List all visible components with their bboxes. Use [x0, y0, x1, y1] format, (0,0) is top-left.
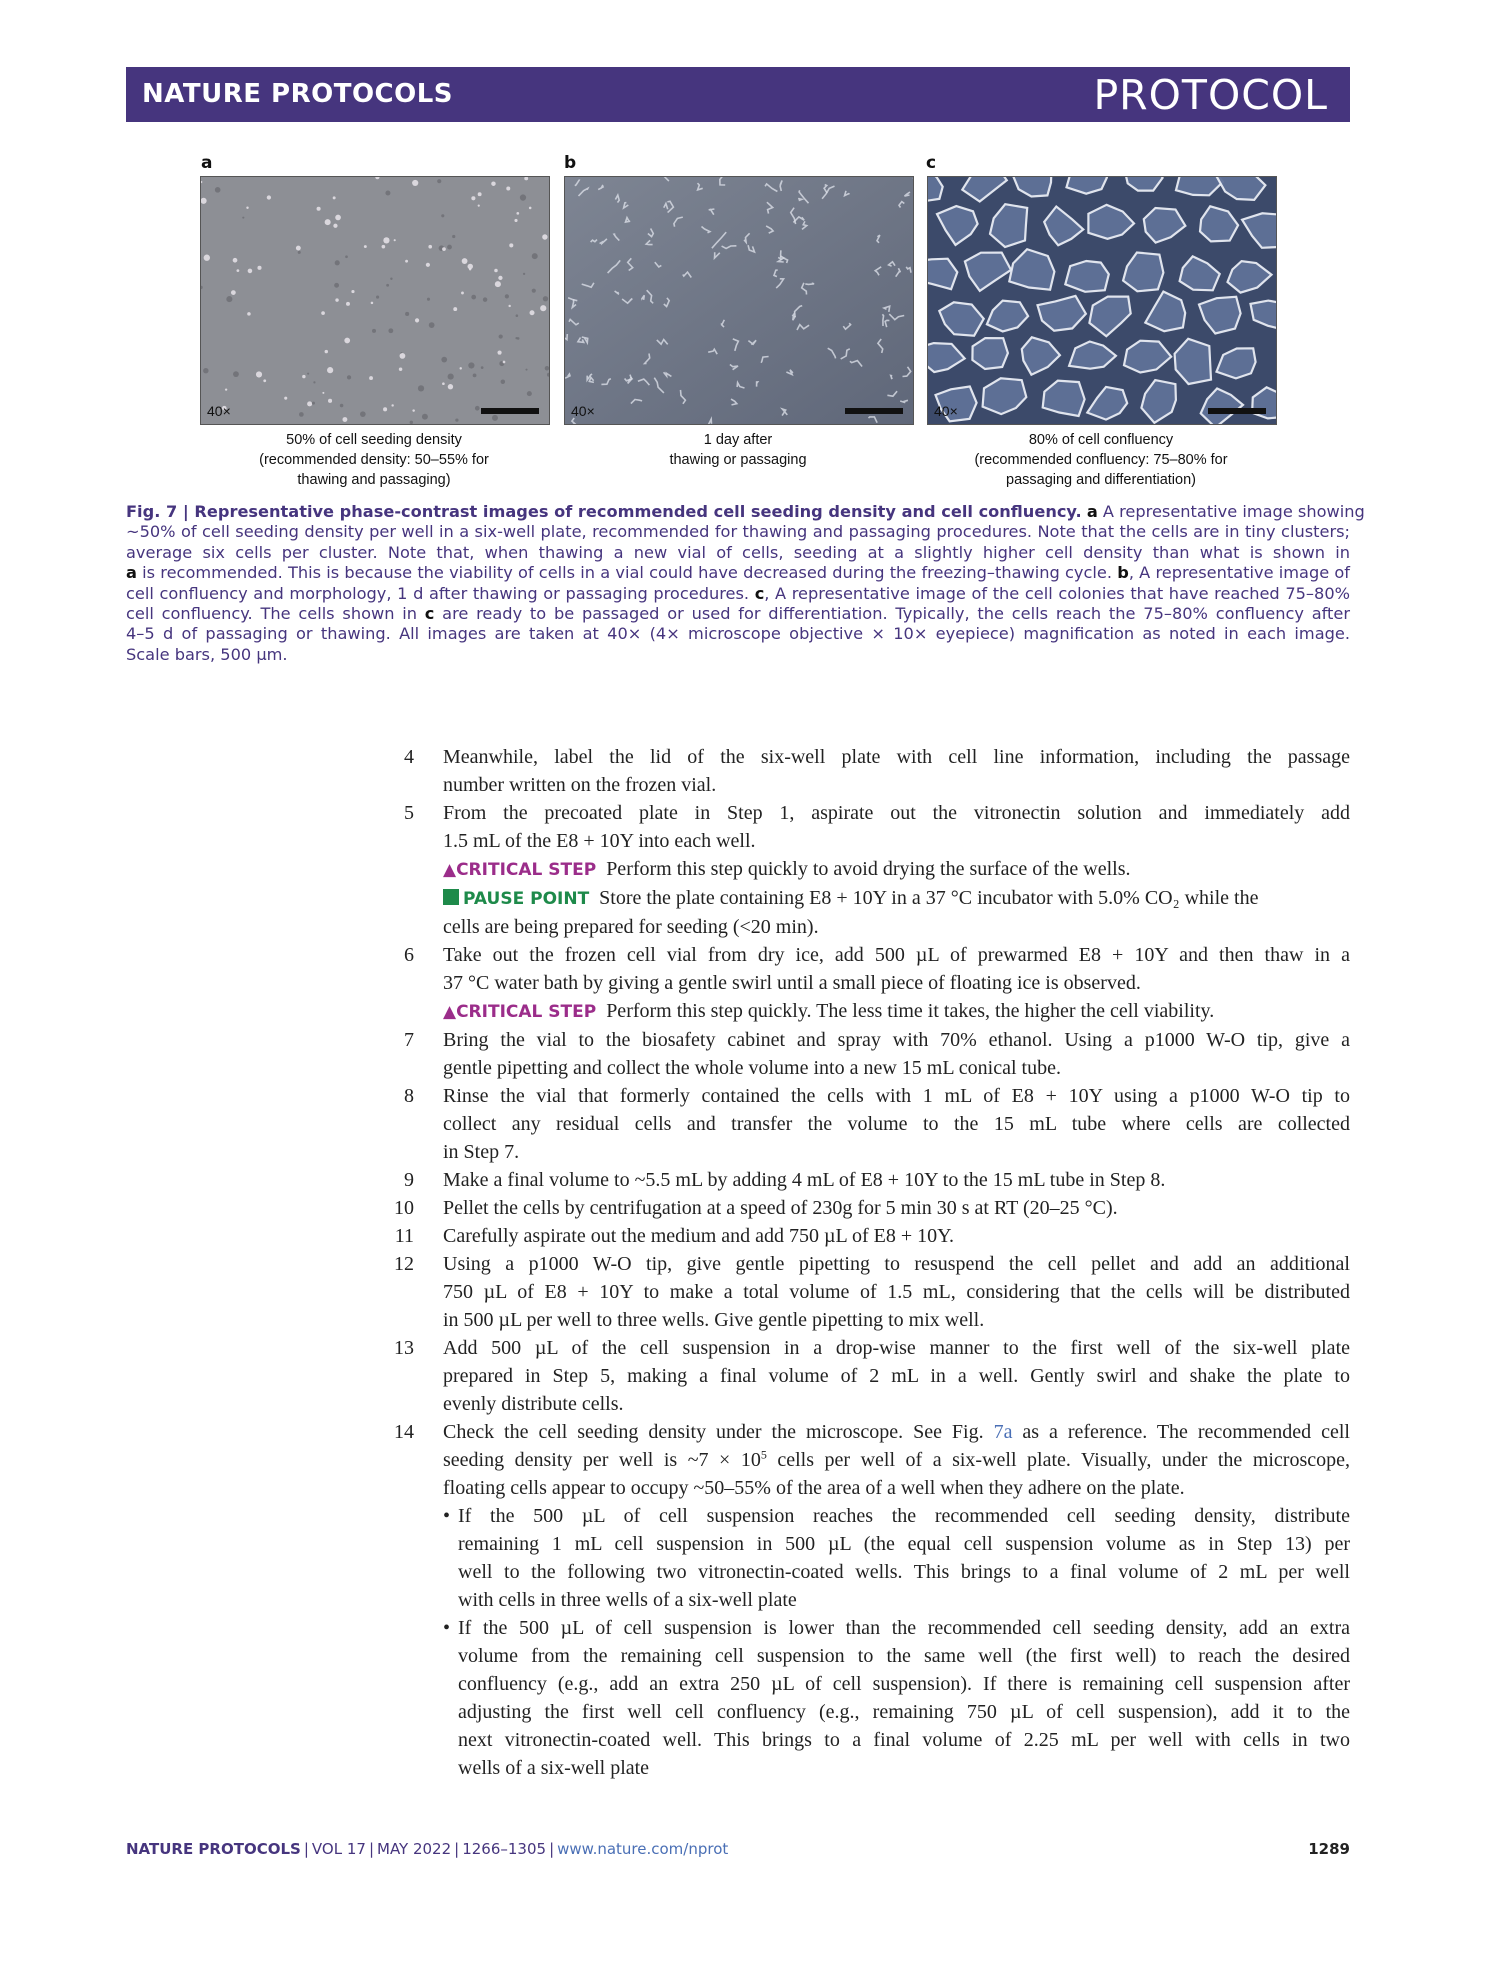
step-11: 11 Carefully aspirate out the medium and add 750 µL of E8 + 10Y. [392, 1222, 1350, 1250]
panel-letter-b: b [564, 153, 577, 173]
panel-letter-a: a [201, 153, 213, 173]
micrograph-c-image [928, 177, 1276, 424]
step-number: 9 [404, 1169, 414, 1191]
journal-header-bar [126, 67, 1350, 122]
article-type: PROTOCOL [1093, 71, 1328, 119]
panel-letter-c: c [926, 153, 937, 173]
micrograph-b-image [565, 177, 913, 424]
panel-caption-a: 50% of cell seeding density (recommended density: 50–55% for thawing and passaging) [259, 432, 489, 488]
step-number: 6 [404, 944, 414, 966]
step-5: 5 From the precoated plate in Step 1, aspirate out the vitronectin solution and immediately add 1.5 mL of the E8 + 10Y into each well. ▲CRITICAL STEP Perform this step quickly to avoid drying the surface of the wells. PAUSE POINT Store the plate containing E8 + 10Y in a 37 °C incubator with 5.0% CO₂ while the cells are being prepared for seeding (<20 min). [392, 799, 1350, 941]
journal-name: NATURE PROTOCOLS [142, 79, 454, 109]
pause-point-icon [443, 889, 459, 905]
step-7: 7 Bring the vial to the biosafety cabinet and spray with 70% ethanol. Using a p1000 W-O tip, give a gentle pipetting and collect the whole volume into a new 15 mL conical tube. [392, 1026, 1350, 1082]
panel-caption-c: 80% of cell confluency (recommended confluency: 75–80% for passaging and differentiation) [974, 432, 1228, 488]
page-number: 1289 [1308, 1840, 1350, 1858]
magnification-label-a: 40× [207, 403, 231, 419]
critical-step-label: ▲CRITICAL STEP [443, 860, 597, 880]
step-number: 7 [404, 1029, 414, 1051]
step-13: 13 Add 500 µL of the cell suspension in a drop-wise manner to the first well of the six-well plate prepared in Step 5, making a final volume of 2 mL in a well. Gently swirl and shake the plate to evenly distribute cells. [392, 1334, 1350, 1418]
critical-step-note: ▲CRITICAL STEP Perform this step quickly. The less time it takes, the higher the cell viability. [443, 1000, 1215, 1022]
micrograph-b [564, 176, 914, 425]
step-8: 8 Rinse the vial that formerly contained the cells with 1 mL of E8 + 10Y using a p1000 W-O tip to collect any residual cells and transfer the volume to the 15 mL tube where cells are collected in Step 7. [392, 1082, 1350, 1166]
figure-legend: Fig. 7 | Representative phase-contrast images of recommended cell seeding density and cell confluency. a A representative image showing ~50% of cell seeding density per well in a six-well plate, recommended for thawing and passaging procedures. Note that the cells are in tiny clusters; average six cells per cluster. Note that, when thawing a new vial of cells, seeding at a slightly higher cell density than what is shown in a is recommended. This is because the viability of cells in a vial could have decreased during the freezing–thawing cycle. b, A representative image of cell confluency and morphology, 1 d after thawing or passaging procedures. c, A representative image of the cell colonies that have reached 75–80% cell confluency. The cells shown in c are ready to be passaged or used for differentiation. Typically, the cells reach the 75–80% confluency after 4–5 d of passaging or thawing. All images are taken at 40× (4× microscope objective × 10× eyepiece) magnification as noted in each image. Scale bars, 500 µm. [126, 502, 1365, 664]
step-number: 13 [394, 1337, 414, 1359]
step-number: 10 [394, 1197, 414, 1219]
protocol-steps [392, 743, 1350, 1782]
step-number: 4 [404, 746, 414, 768]
micrograph-c [927, 176, 1277, 425]
footer-pages: 1266–1305 [462, 1840, 547, 1858]
step-number: 12 [394, 1253, 414, 1275]
step-number: 11 [394, 1225, 414, 1247]
footer-journal: NATURE PROTOCOLS [126, 1840, 301, 1858]
critical-step-label: ▲CRITICAL STEP [443, 1002, 597, 1022]
step-number: 14 [394, 1421, 414, 1443]
footer-url-link[interactable]: www.nature.com/nprot [557, 1840, 729, 1858]
bullet-icon: • [443, 1505, 451, 1527]
step-number: 5 [404, 802, 414, 824]
micrograph-a [200, 176, 550, 425]
bullet-item: • If the 500 µL of cell suspension is lower than the recommended cell seeding density, add an extra volume from the remaining cell suspension to the same well (the first well) to reach the desired confluency (e.g., add an extra 250 µL of cell suspension). If there is remaining cell suspension after adjusting the first well cell confluency (e.g., remaining 750 µL of cell suspension), add it to the next vitronectin-coated well. This brings to a final volume of 2.25 mL per well with cells in two wells of a six-well plate [443, 1614, 1350, 1782]
magnification-label-c: 40× [934, 403, 958, 419]
critical-step-note: ▲CRITICAL STEP Perform this step quickly to avoid drying the surface of the wells. [443, 858, 1131, 880]
step-number: 8 [404, 1085, 414, 1107]
step-6: 6 Take out the frozen cell vial from dry ice, add 500 µL of prewarmed E8 + 10Y and then thaw in a 37 °C water bath by giving a gentle swirl until a small piece of floating ice is observed. ▲CRITICAL STEP Perform this step quickly. The less time it takes, the higher the cell viability. [392, 941, 1350, 1026]
pause-point-label: PAUSE POINT [463, 889, 590, 909]
scale-bar-a [481, 408, 539, 414]
bullet-icon: • [443, 1617, 451, 1639]
step-14: 14 Check the cell seeding density under the microscope. See Fig. 7a as a reference. The recommended cell seeding density per well is ~7 × $10^5$ cells per well of a six-well plate. Visually, under the microscope, floating cells appear to occupy ~50–55% of the area of a well when they adhere on the plate. • If the 500 µL of cell suspension reaches the recommended cell seeding density, distribute remaining 1 mL cell suspension in 500 µL (the equal cell suspension volume as in Step 13) per well to the following two vitronectin-coated wells. This brings to a final volume of 2 mL per well with cells in three wells of a six-well plate • If the 500 µL of cell suspension is lower than the recommended cell seeding density, add an extra volume from the remaining cell suspension to the same well (the first well) to reach the desired confluency (e.g., add an extra 250 µL of cell suspension). If there is remaining cell suspension after adjusting the first well cell confluency (e.g., remaining 750 µL of cell suspension), add it to the next vitronectin-coated well. This brings to a final volume of 2.25 mL per well with cells in two wells of a six-well plate [392, 1418, 1350, 1782]
figure-7a-link[interactable]: 7a [993, 1421, 1013, 1443]
footer-date: MAY 2022 [377, 1840, 452, 1858]
micrograph-a-image [201, 177, 549, 424]
figure-label: Fig. 7 | Representative phase-contrast images of recommended cell seeding density and cell confluency. [126, 502, 1082, 521]
step-9: 9 Make a final volume to ~5.5 mL by adding 4 mL of E8 + 10Y to the 15 mL tube in Step 8. [392, 1166, 1350, 1194]
panel-caption-b: 1 day after thawing or passaging [669, 432, 807, 468]
pause-point-note: PAUSE POINT Store the plate containing E8 + 10Y in a 37 °C incubator with 5.0% CO₂ while the [443, 884, 1350, 913]
step-4: 4 Meanwhile, label the lid of the six-well plate with cell line information, including the passage number written on the frozen vial. [392, 743, 1350, 799]
bullet-item: • If the 500 µL of cell suspension reaches the recommended cell seeding density, distribute remaining 1 mL cell suspension in 500 µL (the equal cell suspension volume as in Step 13) per well to the following two vitronectin-coated wells. This brings to a final volume of 2 mL per well with cells in three wells of a six-well plate [443, 1502, 1350, 1614]
step-10: 10 Pellet the cells by centrifugation at a speed of 230g for 5 min 30 s at RT (20–25 °C). [392, 1194, 1350, 1222]
step-12: 12 Using a p1000 W-O tip, give gentle pipetting to resuspend the cell pellet and add an additional 750 µL of E8 + 10Y to make a total volume of 1.5 mL, considering that the cells will be distributed in 500 µL per well to three wells. Give gentle pipetting to mix well. [392, 1250, 1350, 1334]
footer-volume: VOL 17 [311, 1840, 366, 1858]
magnification-label-b: 40× [571, 403, 595, 419]
scale-bar-b [845, 408, 903, 414]
scale-bar-c [1208, 408, 1266, 414]
